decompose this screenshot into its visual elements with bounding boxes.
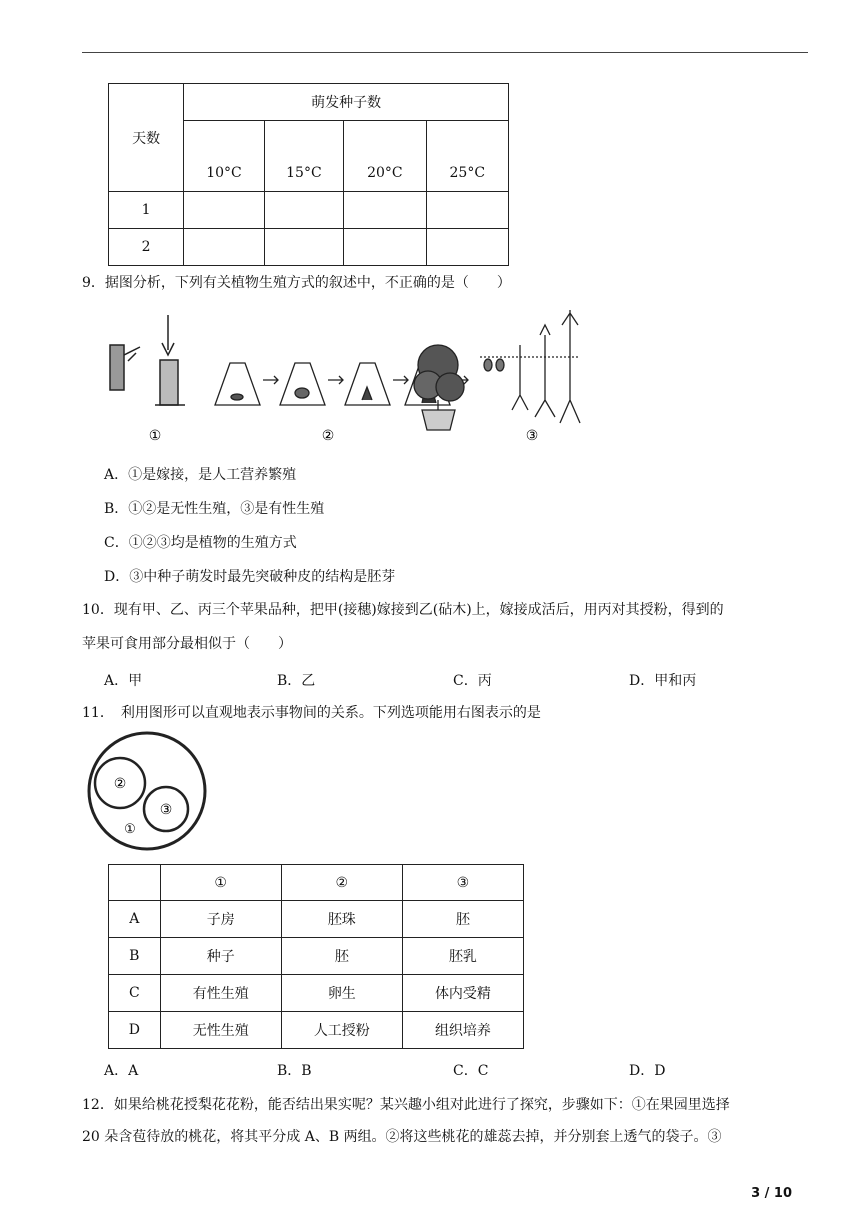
- q11-cell: 胚乳: [402, 938, 523, 975]
- germinated-seeds-header: 萌发种子数: [184, 84, 509, 121]
- q11-cell: 组织培养: [402, 1012, 523, 1049]
- cell: [426, 229, 508, 266]
- q11-cell: 种子: [160, 938, 281, 975]
- header-rule: [82, 52, 808, 53]
- q11-cell: 人工授粉: [281, 1012, 402, 1049]
- q11-cell: 胚珠: [281, 901, 402, 938]
- q11-row-b-label: B: [109, 938, 161, 975]
- q9-option-d: D．③中种子萌发时最先突破种皮的结构是胚芽: [104, 569, 396, 585]
- q11-cell: 胚: [281, 938, 402, 975]
- q11-cell: 体内受精: [402, 975, 523, 1012]
- q11-table: [108, 864, 524, 1049]
- q10-option-c: C．丙: [453, 673, 492, 689]
- venn-label-3: ③: [159, 802, 173, 818]
- day-1: 1: [109, 192, 184, 229]
- q11-row-a-label: A: [109, 901, 161, 938]
- q11-option-c: C．C: [453, 1063, 489, 1079]
- q10-line1: 10．现有甲、乙、丙三个苹果品种，把甲(接穗)嫁接到乙(砧木)上，嫁接成活后，用丙对其授粉，得到的: [82, 602, 724, 618]
- cell: [184, 229, 264, 266]
- fig-label-1: ①: [148, 428, 162, 444]
- days-header: 天数: [109, 84, 184, 192]
- q9-stem: 9．据图分析，下列有关植物生殖方式的叙述中，不正确的是（ ）: [82, 275, 511, 291]
- reproduction-figure: [100, 305, 600, 445]
- q12-line1: 12．如果给桃花授梨花花粉，能否结出果实呢？某兴趣小组对此进行了探究，步骤如下：①在果园里选择: [82, 1097, 730, 1113]
- page-number: 3 / 10: [751, 1186, 792, 1201]
- venn-diagram: [84, 728, 214, 858]
- day-2: 2: [109, 229, 184, 266]
- q11-header-1: ①: [160, 865, 281, 901]
- venn-label-2: ②: [113, 776, 127, 792]
- q11-option-b: B．B: [277, 1063, 312, 1079]
- q10-option-d: D．甲和丙: [629, 673, 697, 689]
- q11-cell: 胚: [402, 901, 523, 938]
- q11-option-d: D．D: [629, 1063, 666, 1079]
- potted-plant-illustration: [414, 345, 464, 430]
- q12-line2: 20 朵含苞待放的桃花，将其平分成 A、B 两组。②将这些桃花的雄蕊去掉，并分别套上透气的袋子。③: [82, 1129, 722, 1145]
- q11-header-3: ③: [402, 865, 523, 901]
- q10-line2: 苹果可食用部分最相似于（ ）: [82, 636, 292, 652]
- cell: [426, 192, 508, 229]
- q11-header-2: ②: [281, 865, 402, 901]
- q10-option-a: A．甲: [104, 673, 143, 689]
- fig-label-2: ②: [321, 428, 335, 444]
- q11-header-blank: [109, 865, 161, 901]
- q11-cell: 子房: [160, 901, 281, 938]
- temp-20: 20°C: [344, 121, 426, 192]
- temp-25: 25°C: [426, 121, 508, 192]
- venn-label-1: ①: [124, 822, 136, 837]
- germination-table: [108, 83, 509, 266]
- q11-row-c-label: C: [109, 975, 161, 1012]
- q11-cell: 无性生殖: [160, 1012, 281, 1049]
- q11-cell: 有性生殖: [160, 975, 281, 1012]
- cell: [184, 192, 264, 229]
- cell: [264, 229, 343, 266]
- cell: [344, 229, 426, 266]
- grafting-illustration: [110, 315, 185, 405]
- q11-cell: 卵生: [281, 975, 402, 1012]
- seedling-illustration: [480, 310, 580, 423]
- temp-10: 10°C: [184, 121, 264, 192]
- q11-row-d-label: D: [109, 1012, 161, 1049]
- cell: [344, 192, 426, 229]
- q9-option-a: A．①是嫁接，是人工营养繁殖: [104, 467, 297, 483]
- temp-15: 15°C: [264, 121, 343, 192]
- q9-option-b: B．①②是无性生殖，③是有性生殖: [104, 501, 325, 517]
- q11-option-a: A．A: [104, 1063, 139, 1079]
- q11-stem: 11． 利用图形可以直观地表示事物间的关系。下列选项能用右图表示的是: [82, 705, 541, 721]
- cell: [264, 192, 343, 229]
- q10-option-b: B．乙: [277, 673, 316, 689]
- q9-option-c: C．①②③均是植物的生殖方式: [104, 535, 297, 551]
- fig-label-3: ③: [525, 428, 539, 444]
